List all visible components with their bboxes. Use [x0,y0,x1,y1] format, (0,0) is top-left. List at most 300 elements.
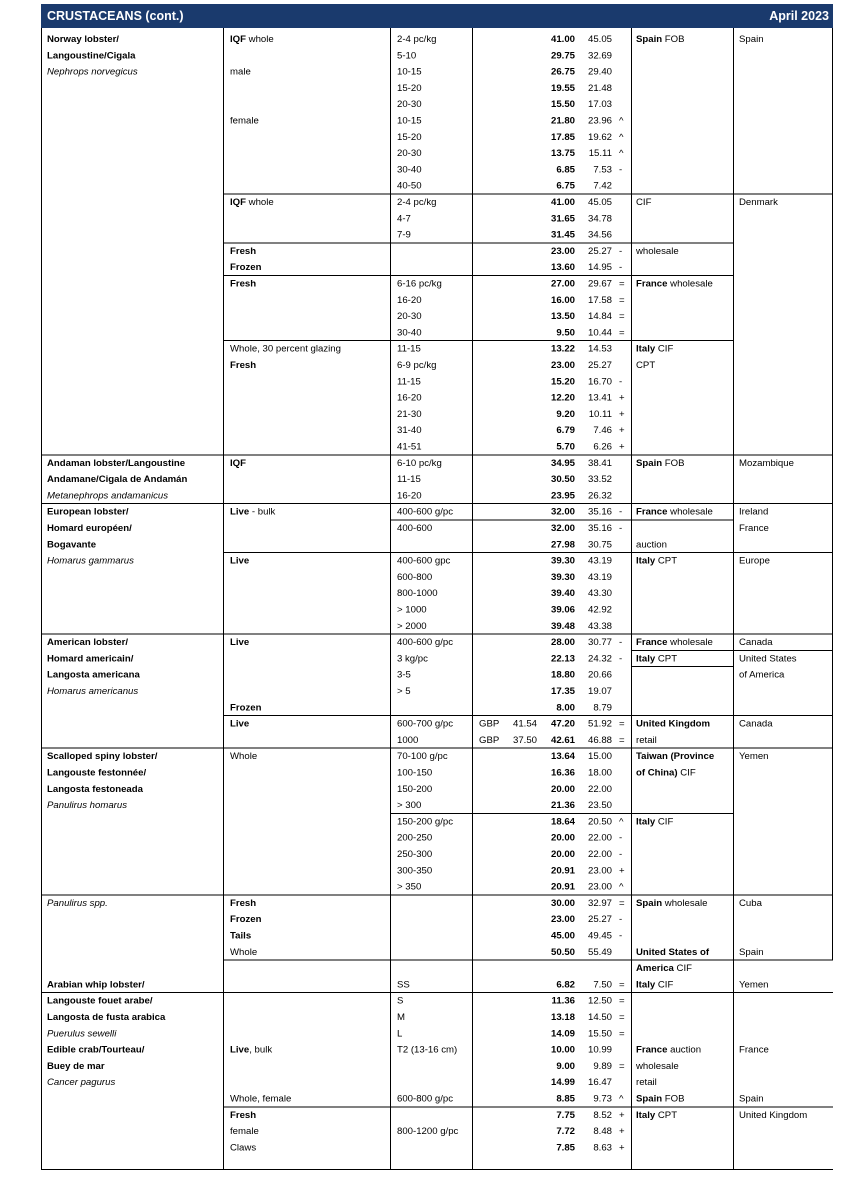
usd-price-cell: 42.61 [550,734,575,746]
trend-mark: - [619,376,623,388]
trend-mark: - [619,930,623,942]
size-cell: 21-30 [397,408,422,420]
size-cell: 11-15 [397,376,421,388]
usd-price-cell: 7.85 [556,1142,575,1154]
usd-price-cell: 32.00 [550,506,575,518]
eur-price-cell: 30.75 [587,539,612,551]
eur-price-cell: 45.05 [587,34,612,45]
trend-mark: - [619,523,623,534]
size-cell: 6-9 pc/kg [397,360,437,371]
usd-price-cell: 39.40 [550,588,575,600]
product-form-cell: Frozen [230,262,262,274]
cell-suffix: whole [246,197,274,208]
cell-suffix: CIF [655,343,674,355]
market-cell: Italy CIF [636,343,674,355]
eur-price-cell: 23.96 [587,115,612,127]
eur-price-cell: 10.99 [587,1044,612,1056]
origin-cell: Ireland [739,506,769,518]
eur-price-cell: 19.62 [587,131,612,143]
market-cell: United States of [636,946,710,958]
usd-price-cell: 18.80 [550,669,575,681]
eur-price-cell: 6.26 [593,441,612,453]
trend-mark: = [619,1028,625,1040]
trend-mark: = [619,311,625,323]
eur-price-cell: 23.00 [587,881,612,893]
size-cell: 11-15 [397,474,421,486]
size-cell: 100-150 [397,767,433,779]
usd-price-cell: 13.50 [550,311,575,323]
market-cell: retail [636,734,657,746]
usd-price-cell: 13.64 [550,751,575,763]
trend-mark: + [619,1126,625,1138]
trend-mark: = [619,294,625,306]
market-cell: Italy CPT [636,653,678,665]
cell-suffix: CIF [677,767,696,779]
species-cell: Puerulus sewelli [47,1028,117,1040]
usd-price-cell: 39.06 [550,604,575,616]
trend-mark: ^ [619,816,624,828]
product-form-cell: Whole [230,751,258,763]
origin-cell: Canada [739,637,773,649]
usd-price-cell: 20.00 [550,849,575,860]
origin-cell: Europe [739,555,770,567]
product-form-cell: Whole, female [230,1093,292,1105]
product-form-cell: Fresh [230,1109,257,1121]
eur-price-cell: 43.38 [587,620,612,632]
trend-mark: - [619,506,623,518]
eur-price-cell: 17.58 [587,294,612,306]
market-cell: of China) CIF [636,767,696,779]
size-cell: 20-30 [397,311,422,323]
product-form-cell: Live [230,718,250,730]
cell-suffix: CPT [655,653,678,665]
size-cell: 250-300 [397,849,433,860]
size-cell: L [397,1028,403,1040]
size-cell: 2-4 pc/kg [397,197,437,208]
species-cell: Andaman lobster/Langoustine [47,457,186,469]
usd-price-cell: 5.70 [556,441,575,453]
eur-price-cell: 14.84 [587,311,612,323]
usd-price-cell: 16.36 [550,767,575,779]
size-cell: 6-16 pc/kg [397,278,442,290]
size-cell: 10-15 [397,66,422,78]
usd-price-cell: 18.64 [550,816,575,828]
origin-cell: Cuba [739,897,762,909]
usd-price-cell: 20.00 [550,832,575,844]
origin-cell: United Kingdom [739,1109,808,1121]
usd-price-cell: 11.36 [551,995,575,1007]
eur-price-cell: 55.49 [587,946,612,958]
usd-price-cell: 39.30 [550,571,575,583]
trend-mark: - [619,914,623,926]
cell-suffix: wholesale [662,897,708,909]
origin-cell: Spain [739,1093,764,1105]
usd-price-cell: 22.13 [550,653,575,665]
size-cell: 3-5 [397,669,411,681]
trend-mark: ^ [619,131,624,143]
product-form-cell: Claws [230,1142,257,1154]
eur-price-cell: 16.47 [587,1077,612,1089]
usd-price-cell: 20.91 [550,865,575,877]
trend-mark: = [619,278,625,290]
species-cell: European lobster/ [47,506,129,518]
usd-price-cell: 19.55 [550,82,575,94]
product-form-cell: Live - bulk [230,506,276,518]
species-cell: Homarus americanus [47,686,139,697]
market-cell: America CIF [636,963,692,975]
market-cell: Italy CPT [636,555,678,567]
cell-suffix: whole [246,34,274,45]
size-cell: 2-4 pc/kg [397,34,437,45]
trend-mark: - [619,245,623,257]
market-cell: United Kingdom [636,718,711,730]
product-form-cell: IQF [230,457,246,469]
size-cell: 600-800 g/pc [397,1093,454,1105]
eur-price-cell: 46.88 [587,734,612,746]
size-cell: 7-9 [397,229,411,241]
eur-price-cell: 13.41 [587,392,612,404]
size-cell: 30-40 [397,164,422,176]
usd-price-cell: 14.09 [550,1028,575,1040]
eur-price-cell: 25.27 [587,245,612,257]
usd-price-cell: 13.22 [550,343,575,355]
local-currency-cell: GBP [479,734,500,746]
usd-price-cell: 9.00 [556,1060,575,1072]
market-cell: Spain FOB [636,34,685,45]
usd-price-cell: 6.79 [556,425,575,437]
species-cell: Scalloped spiny lobster/ [47,751,158,763]
eur-price-cell: 14.95 [587,262,612,274]
trend-mark: = [619,1060,625,1072]
usd-price-cell: 8.00 [556,702,575,714]
origin-cell: Spain [739,34,764,45]
size-cell: 3 kg/pc [397,653,428,665]
eur-price-cell: 10.11 [588,408,612,420]
eur-price-cell: 17.03 [587,99,612,111]
origin-cell: Spain [739,946,764,958]
species-cell: Panulirus spp. [47,897,108,909]
usd-price-cell: 15.20 [550,376,575,388]
usd-price-cell: 20.91 [550,881,575,893]
eur-price-cell: 35.16 [587,523,612,534]
market-cell: Spain FOB [636,457,685,469]
eur-price-cell: 21.48 [587,82,612,94]
eur-price-cell: 33.52 [587,474,612,486]
trend-mark: = [619,734,625,746]
size-cell: T2 (13-16 cm) [397,1044,458,1056]
species-cell: Andamane/Cigala de Andamán [47,474,188,486]
size-cell: 31-40 [397,425,422,437]
usd-price-cell: 23.00 [550,360,575,371]
species-cell: Homarus gammarus [47,555,134,567]
trend-mark: ^ [619,115,624,127]
section-header-bar [41,4,833,28]
trend-mark: + [619,408,625,420]
eur-price-cell: 7.50 [593,979,612,991]
origin-cell: Yemen [739,979,769,991]
usd-price-cell: 31.45 [550,229,575,241]
usd-price-cell: 41.00 [550,197,575,208]
usd-price-cell: 23.95 [550,490,575,502]
species-cell: Langoustine/Cigala [47,50,136,62]
trend-mark: = [619,327,625,339]
usd-price-cell: 32.00 [550,523,575,534]
eur-price-cell: 30.77 [587,637,612,649]
market-cell: CIF [636,197,652,208]
size-cell: > 300 [397,800,422,812]
size-cell: 40-50 [397,180,422,192]
species-cell: Langosta americana [47,669,140,681]
eur-price-cell: 49.45 [587,930,612,942]
cell-suffix: CIF [655,979,674,991]
trend-mark: - [619,832,623,844]
market-cell: retail [636,1077,657,1089]
size-cell: > 5 [397,686,411,697]
usd-price-cell: 6.82 [556,979,575,991]
product-form-cell: Fresh [230,278,257,290]
eur-price-cell: 15.50 [587,1028,612,1040]
size-cell: 5-10 [397,50,417,62]
eur-price-cell: 34.56 [587,229,612,241]
usd-price-cell: 30.00 [550,897,575,909]
usd-price-cell: 17.85 [550,131,575,143]
origin-cell: United States [739,653,797,665]
eur-price-cell: 34.78 [587,213,612,225]
species-cell: Norway lobster/ [47,34,119,45]
usd-price-cell: 13.60 [550,262,575,274]
origin-cell: France [739,523,769,534]
size-cell: 400-600 gpc [397,555,451,567]
origin-cell: of America [739,669,785,681]
species-cell: Metanephrops andamanicus [47,490,169,502]
usd-price-cell: 21.80 [550,115,575,127]
species-cell: American lobster/ [47,637,129,649]
eur-price-cell: 23.00 [587,865,612,877]
local-price-cell: 37.50 [512,734,537,746]
usd-price-cell: 12.20 [550,392,575,404]
usd-price-cell: 16.00 [550,294,575,306]
eur-price-cell: 16.70 [587,376,612,388]
cell-suffix: FOB [662,457,685,469]
eur-price-cell: 32.69 [587,50,612,62]
usd-price-cell: 29.75 [550,50,575,62]
eur-price-cell: 9.89 [593,1060,612,1072]
usd-price-cell: 39.30 [550,555,575,567]
eur-price-cell: 45.05 [587,197,612,208]
eur-price-cell: 18.00 [587,767,612,779]
eur-price-cell: 15.11 [588,148,612,160]
size-cell: 600-800 [397,571,433,583]
species-cell: Langouste festonnée/ [47,767,147,779]
market-cell: Taiwan (Province [636,751,715,763]
usd-price-cell: 20.00 [550,783,575,795]
size-cell: 150-200 g/pc [397,816,454,828]
product-form-cell: Tails [230,930,252,942]
product-form-cell: Whole, 30 percent glazing [230,343,341,355]
species-cell: Cancer pagurus [47,1077,116,1089]
product-form-cell: Fresh [230,360,257,371]
size-cell: S [397,995,404,1007]
usd-price-cell: 23.00 [550,245,575,257]
usd-price-cell: 31.65 [550,213,575,225]
market-cell: wholesale [636,245,679,257]
trend-mark: = [619,718,625,730]
usd-price-cell: 6.75 [556,180,575,192]
eur-price-cell: 8.63 [593,1142,612,1154]
trend-mark: - [619,653,623,665]
usd-price-cell: 21.36 [550,800,575,812]
trend-mark: + [619,441,625,453]
trend-mark: + [619,425,625,437]
product-form-cell: Live, bulk [230,1044,273,1056]
cell-suffix: wholesale [667,506,713,518]
usd-price-cell: 50.50 [550,946,575,958]
trend-mark: = [619,995,625,1007]
eur-price-cell: 15.00 [587,751,612,763]
usd-price-cell: 13.75 [550,148,575,160]
market-cell: auction [636,539,667,551]
size-cell: 800-1000 [397,588,438,600]
eur-price-cell: 12.50 [587,995,612,1007]
trend-mark: - [619,849,623,860]
usd-price-cell: 41.00 [550,34,575,45]
eur-price-cell: 7.53 [593,164,612,176]
trend-mark: ^ [619,881,624,893]
product-form-cell: Live [230,555,250,567]
product-form-cell: male [230,66,251,78]
size-cell: 70-100 g/pc [397,751,448,763]
size-cell: 1000 [397,734,419,746]
usd-price-cell: 9.50 [556,327,575,339]
eur-price-cell: 25.27 [587,914,612,926]
usd-price-cell: 7.72 [556,1126,575,1138]
product-form-cell: Frozen [230,702,262,714]
eur-price-cell: 43.30 [587,588,612,600]
size-cell: 6-10 pc/kg [397,457,442,469]
size-cell: 16-20 [397,294,422,306]
product-form-cell: Fresh [230,245,257,257]
species-cell: Arabian whip lobster/ [47,979,145,991]
usd-price-cell: 15.50 [550,99,575,111]
size-cell: 4-7 [397,213,411,225]
size-cell: > 1000 [397,604,427,616]
cell-suffix: wholesale [667,637,713,649]
market-cell: Spain wholesale [636,897,708,909]
cell-suffix: CIF [655,816,674,828]
local-price-cell: 41.54 [512,718,537,730]
size-cell: > 350 [397,881,422,893]
trend-mark: - [619,262,623,274]
size-cell: M [397,1012,405,1023]
cell-suffix: CPT [655,1109,678,1121]
trend-mark: = [619,897,625,909]
species-cell: Bogavante [47,539,97,551]
cell-suffix: FOB [662,1093,685,1105]
usd-price-cell: 14.99 [550,1077,575,1089]
size-cell: 30-40 [397,327,422,339]
origin-cell: Canada [739,718,773,730]
eur-price-cell: 9.73 [593,1093,612,1105]
eur-price-cell: 51.92 [587,718,612,730]
size-cell: 15-20 [397,131,422,143]
product-form-cell: female [230,115,259,127]
species-cell: Edible crab/Tourteau/ [47,1044,145,1056]
usd-price-cell: 45.00 [550,930,575,942]
cell-suffix: auction [667,1044,702,1056]
usd-price-cell: 6.85 [556,164,575,176]
price-table [41,28,833,1170]
product-form-cell: female [230,1126,259,1138]
species-cell: Panulirus homarus [47,800,127,812]
cell-suffix: CIF [673,963,692,975]
size-cell: 800-1200 g/pc [397,1126,459,1138]
market-cell: France auction [636,1044,702,1056]
usd-price-cell: 39.48 [550,620,575,632]
size-cell: 400-600 [397,523,433,534]
trend-mark: - [619,164,623,176]
trend-mark: = [619,979,625,991]
usd-price-cell: 27.98 [550,539,575,551]
market-cell: France wholesale [636,637,713,649]
market-cell: Italy CIF [636,979,674,991]
usd-price-cell: 9.20 [556,408,575,420]
eur-price-cell: 38.41 [587,457,612,469]
product-form-cell: IQF whole [230,34,274,45]
market-cell: CPT [636,360,656,371]
eur-price-cell: 22.00 [587,832,612,844]
market-cell: Italy CIF [636,816,674,828]
eur-price-cell: 25.27 [587,360,612,371]
eur-price-cell: 20.50 [587,816,612,828]
origin-cell: France [739,1044,769,1056]
origin-cell: Denmark [739,197,778,208]
usd-price-cell: 47.20 [550,718,575,730]
eur-price-cell: 24.32 [587,653,612,665]
usd-price-cell: 17.35 [550,686,575,697]
size-cell: 10-15 [397,115,422,127]
cell-suffix: , bulk [249,1044,273,1056]
usd-price-cell: 26.75 [550,66,575,78]
size-cell: 300-350 [397,865,433,877]
size-cell: 16-20 [397,392,422,404]
trend-mark: + [619,1142,625,1154]
usd-price-cell: 30.50 [550,474,575,486]
eur-price-cell: 14.53 [587,343,612,355]
product-form-cell: Fresh [230,897,257,909]
eur-price-cell: 23.50 [587,800,612,812]
species-cell: Homard européen/ [47,523,132,534]
trend-mark: + [619,865,625,877]
size-cell: > 2000 [397,620,427,632]
product-form-cell: Frozen [230,914,262,926]
eur-price-cell: 22.00 [587,849,612,860]
eur-price-cell: 8.52 [593,1109,612,1121]
eur-price-cell: 29.40 [587,66,612,78]
species-cell: Homard americain/ [47,653,134,665]
eur-price-cell: 43.19 [587,555,612,567]
size-cell: 15-20 [397,82,422,94]
usd-price-cell: 34.95 [550,457,575,469]
market-cell: France wholesale [636,506,713,518]
eur-price-cell: 8.79 [593,702,612,714]
eur-price-cell: 10.44 [587,327,612,339]
eur-price-cell: 35.16 [587,506,612,518]
usd-price-cell: 28.00 [550,637,575,649]
usd-price-cell: 27.00 [550,278,575,290]
size-cell: 16-20 [397,490,422,502]
eur-price-cell: 22.00 [587,783,612,795]
trend-mark: ^ [619,148,624,160]
